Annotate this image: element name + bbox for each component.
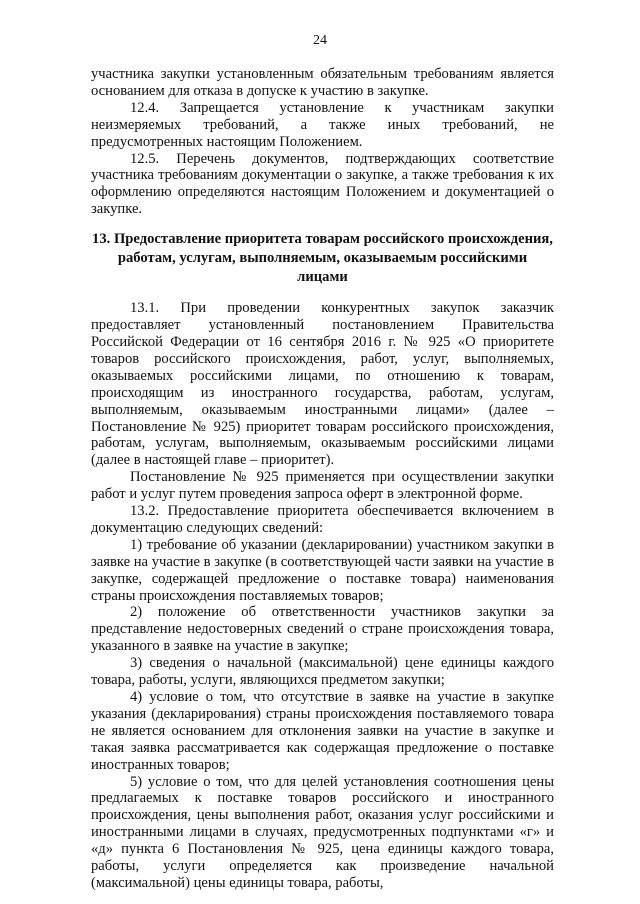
section-heading-line-1: 13. Предоставление приоритета товарам российского происхождения, [92,231,553,248]
list-item-4: 4) условие о том, что отсутствие в заявке на участие в закупке указания (декларирования) страны происхождения поставляемого товара не является основанием для отклонения заявки на участие в закупке и такая заявка рассматривается как содержащая предложение о поставке иностранных товаров; [91,689,554,773]
paragraph-12-5: 12.5. Перечень документов, подтверждающих соответствие участника требованиям документации о закупке, а также требования к их оформлению определяются настоящим Положением и документацией о закупке. [91,150,554,218]
list-item-1: 1) требование об указании (декларировании) участником закупки в заявке на участие в закупке (в соответствующей части заявки на участие в закупке, содержащей предложение о поставке товара) наименования страны происхождения поставляемых товаров; [91,536,554,604]
section-heading-line-2: работам, услугам, выполняемым, оказываемым российскими лицами [117,250,528,286]
paragraph-continuation: участника закупки установленным обязательным требованиям является основанием для отказа в допуске к участию в закупке. [91,66,554,99]
paragraph-13-1: 13.1. При проведении конкурентных закупок заказчик предоставляет установленный постановлением Правительства Российской Федерации от 16 сентября 2016 г. № 925 «О приоритете товаров российского происхождения, работ, услуг, выполняемых, оказываемых российскими лицами, по отношению к товарам, происходящим из иностранного государства, работам, услугам, выполняемым, оказываемым иностранными лицами» (далее – Постановление № 925) приоритет товарам российского происхождения, работам, услугам, выполняемым, оказываемым российскими лицами (далее в настоящей главе – приоритет). [91,300,554,469]
page-number: 24 [313,33,327,48]
paragraph-13-2: 13.2. Предоставление приоритета обеспечивается включением в документацию следующих сведений: [91,503,554,536]
list-item-2: 2) положение об ответственности участников закупки за представление недостоверных сведений о стране происхождения товара, указанного в заявке на участие в закупке; [91,604,554,655]
document-body [91,66,554,892]
paragraph-resolution-925: Постановление № 925 применяется при осуществлении закупки работ и услуг путем проведения запроса оферт в электронной форме. [91,469,554,503]
list-item-5: 5) условие о том, что для целей установления соотношения цены предлагаемых к поставке товаров российского и иностранного происхождения, цены выполнения работ, оказания услуг российскими и иностранными лицами в случаях, предусмотренных подпунктами «г» и «д» пункта 6 Постановления № 925, цена единицы каждого товара, работы, услуги определяется как произведение начальной (максимальной) цены единицы товара, работы, [91,773,554,891]
list-item-3: 3) сведения о начальной (максимальной) цене единицы каждого товара, работы, услуги, являющихся предметом закупки; [91,655,554,689]
paragraph-12-4: 12.4. Запрещается установление к участникам закупки неизмеряемых требований, а также иных требований, не предусмотренных настоящим Положением. [91,99,554,150]
section-heading-13 [91,230,554,287]
